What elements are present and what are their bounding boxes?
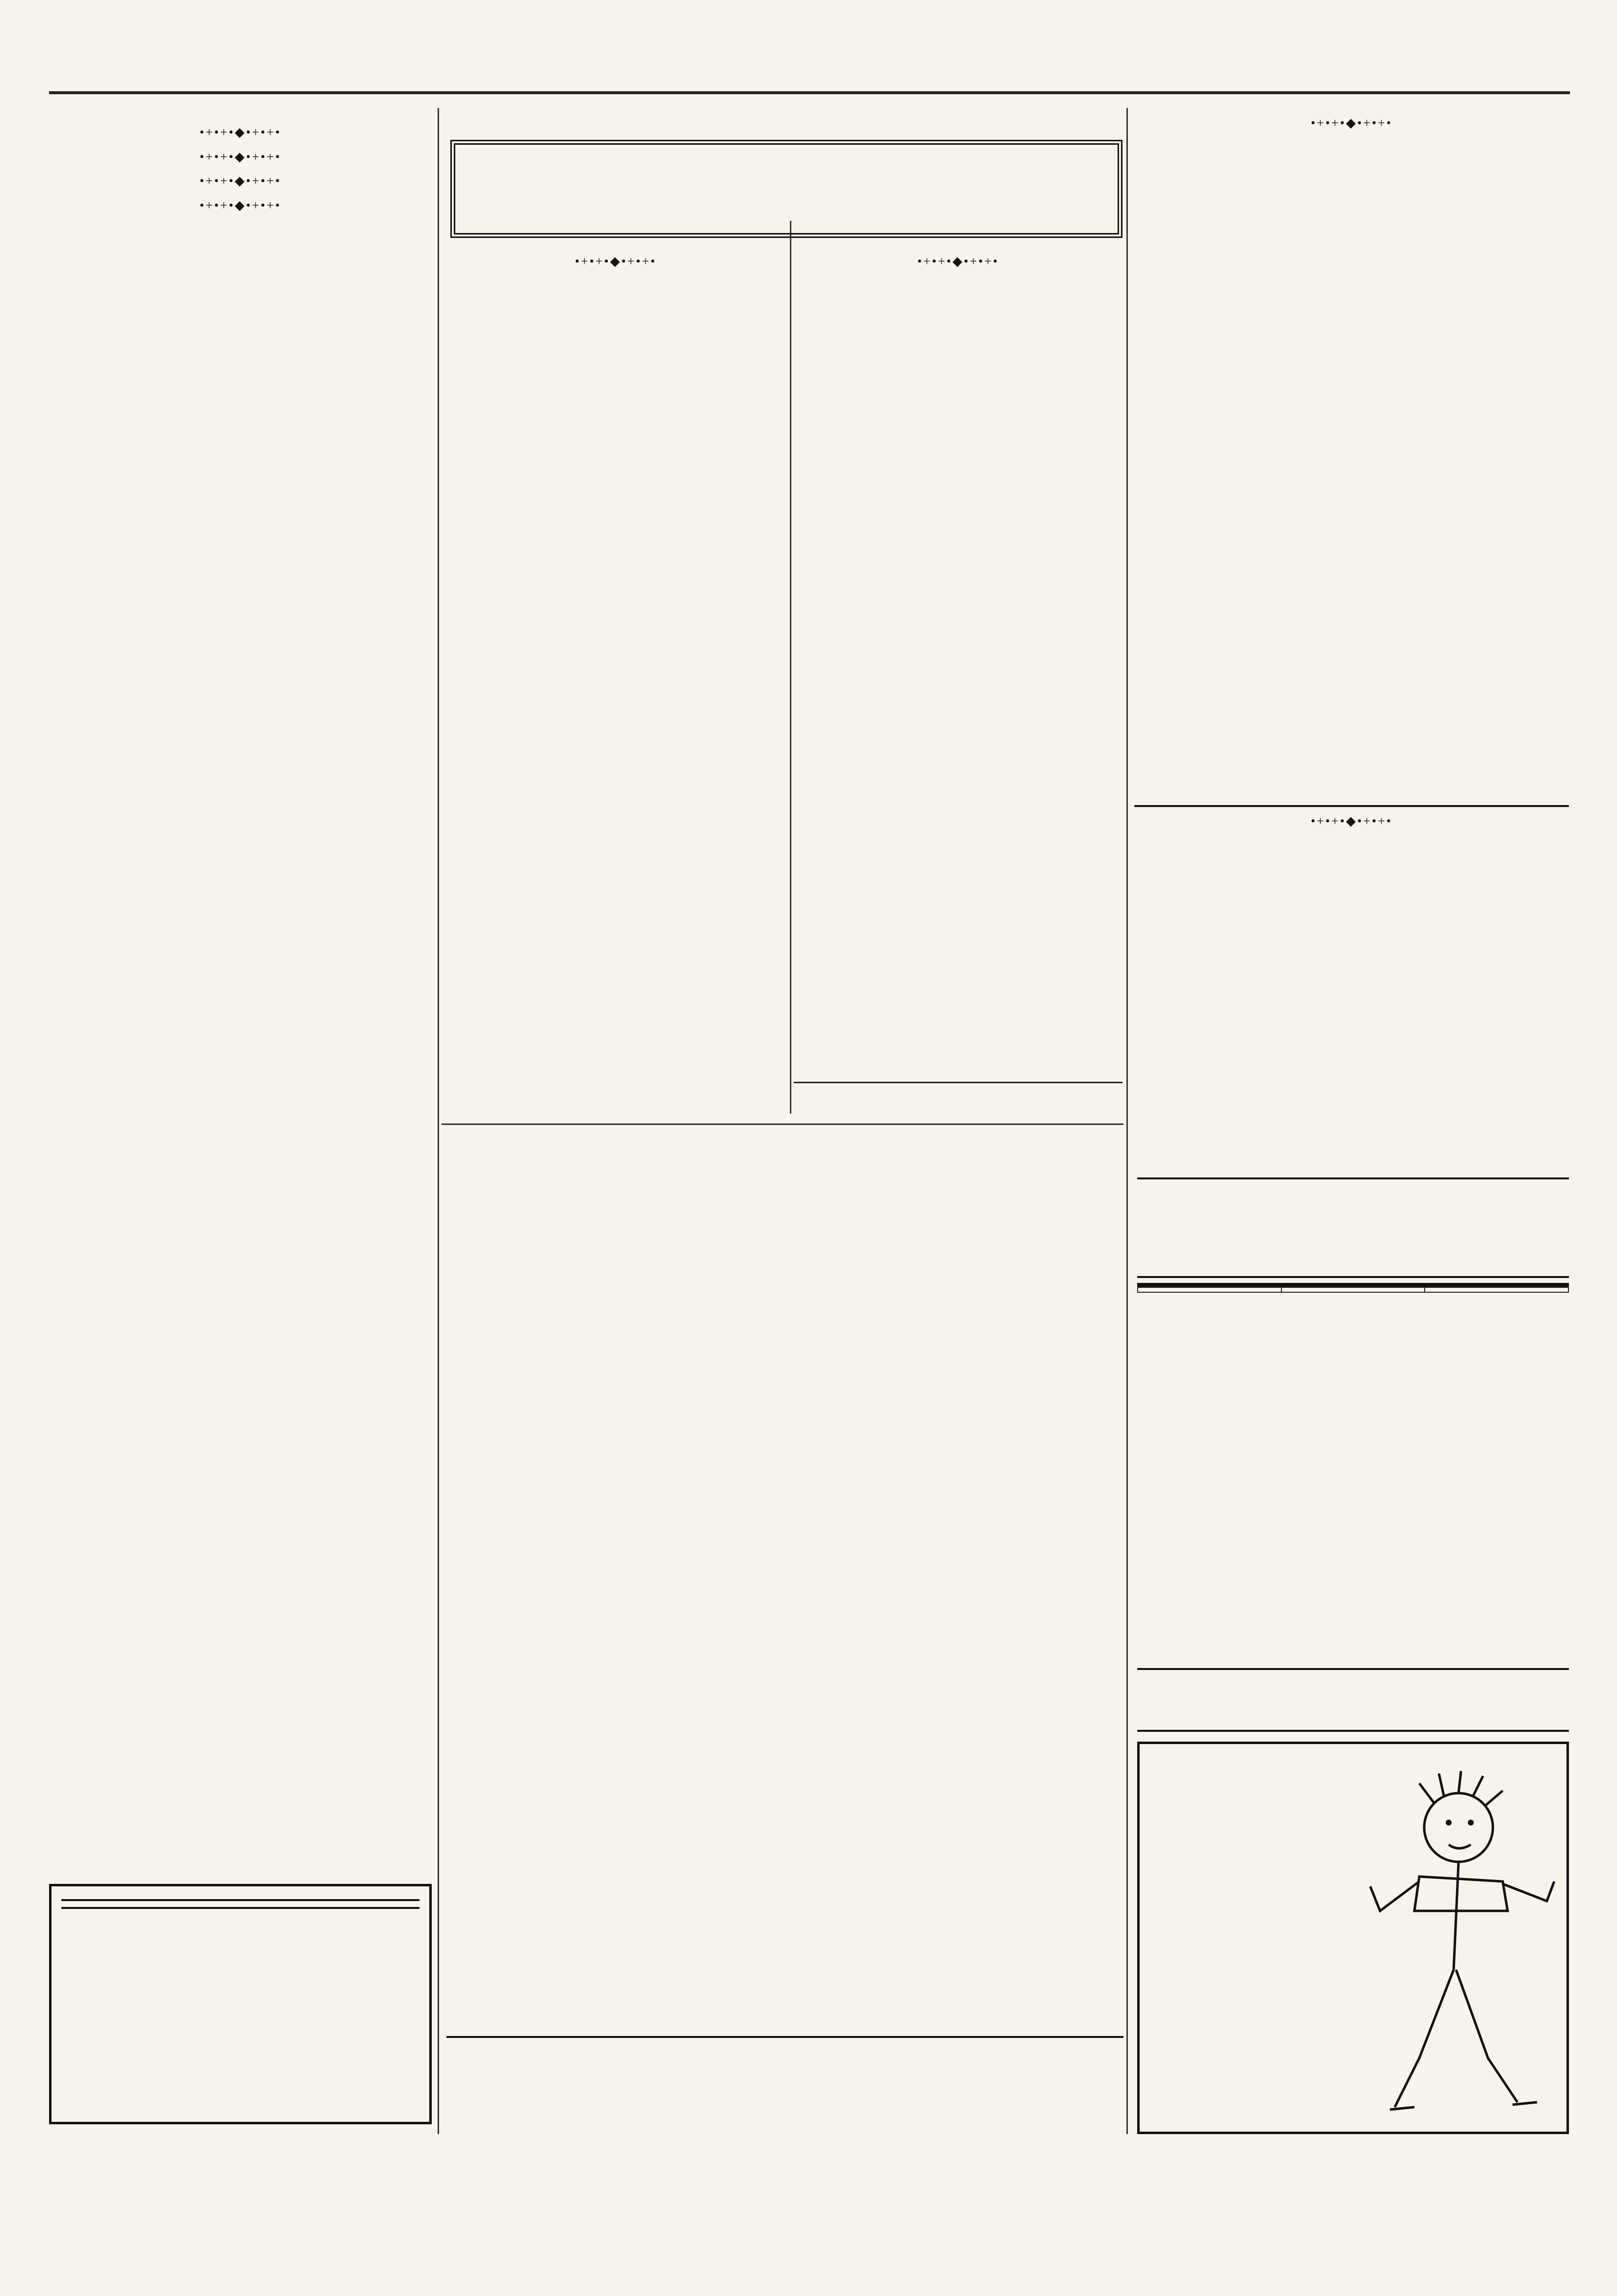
- ad-restaurante-costa: [1137, 1177, 1569, 1278]
- column-header: [1281, 1287, 1425, 1292]
- ad-pernas-aranha: [1137, 1742, 1569, 2134]
- cambios-section: [1137, 1283, 1569, 1656]
- left-column: [49, 118, 432, 1904]
- lotaria-header: [446, 1128, 1123, 1202]
- caricature-eye: [1446, 1820, 1452, 1826]
- teatro-right-column: [794, 248, 1122, 1121]
- right-column: [1133, 110, 1570, 802]
- cambios-table: [1137, 1287, 1569, 1293]
- separator: •+•+•◆•+•+•: [574, 254, 657, 268]
- caricature-legs: [1395, 1970, 1517, 2107]
- cerveja-ad: [794, 1082, 1122, 1121]
- hotel-place: [61, 1899, 419, 1909]
- caricature-feet: [1390, 2102, 1537, 2110]
- headline-festivais: [1134, 805, 1569, 810]
- masthead-rule: [49, 91, 1570, 94]
- caricature-arms: [1370, 1881, 1554, 1911]
- column-rule: [790, 221, 791, 1114]
- separator: •+•+•◆•+•+•: [1310, 116, 1393, 130]
- ad-carlos-santos: [49, 1781, 432, 1869]
- caricature-figure: [1360, 1764, 1562, 2127]
- column-header: [1425, 1287, 1568, 1292]
- caricature-body: [1414, 1862, 1508, 1970]
- teatro-cinema-banner: [450, 140, 1122, 238]
- caricature-hair: [1419, 1771, 1503, 1805]
- lotaria-footer: [446, 1957, 1123, 2031]
- ad-barros-gomes: [1137, 1668, 1569, 1732]
- separator: •+•+•◆•+•+•: [199, 149, 282, 164]
- cambios-title: [1137, 1283, 1569, 1287]
- separator: •+•+•◆•+•+•: [1310, 814, 1393, 828]
- ad-vinho-nutritivo: [446, 2036, 1123, 2134]
- separator: •+•+•◆•+•+•: [917, 254, 999, 268]
- caricature-eye: [1468, 1820, 1474, 1826]
- pernas-text: [1149, 1754, 1356, 1762]
- right-column-lower: [1133, 802, 1570, 1366]
- lotaria-left: [447, 1207, 791, 1933]
- separator: •+•+•◆•+•+•: [199, 198, 282, 212]
- ad-hotel-atlantico: [49, 1884, 432, 2124]
- column-rule: [438, 108, 439, 2134]
- teatro-left-column: [447, 248, 784, 1121]
- column-header: [1138, 1287, 1281, 1292]
- caricature-head: [1424, 1793, 1493, 1862]
- section-rule: [442, 1123, 1123, 1125]
- caricature-mouth: [1449, 1845, 1471, 1849]
- separator: •+•+•◆•+•+•: [199, 125, 282, 139]
- cambios-header-row: [1138, 1287, 1568, 1292]
- separator: •+•+•◆•+•+•: [199, 174, 282, 188]
- lotaria-right: [795, 1207, 1128, 1933]
